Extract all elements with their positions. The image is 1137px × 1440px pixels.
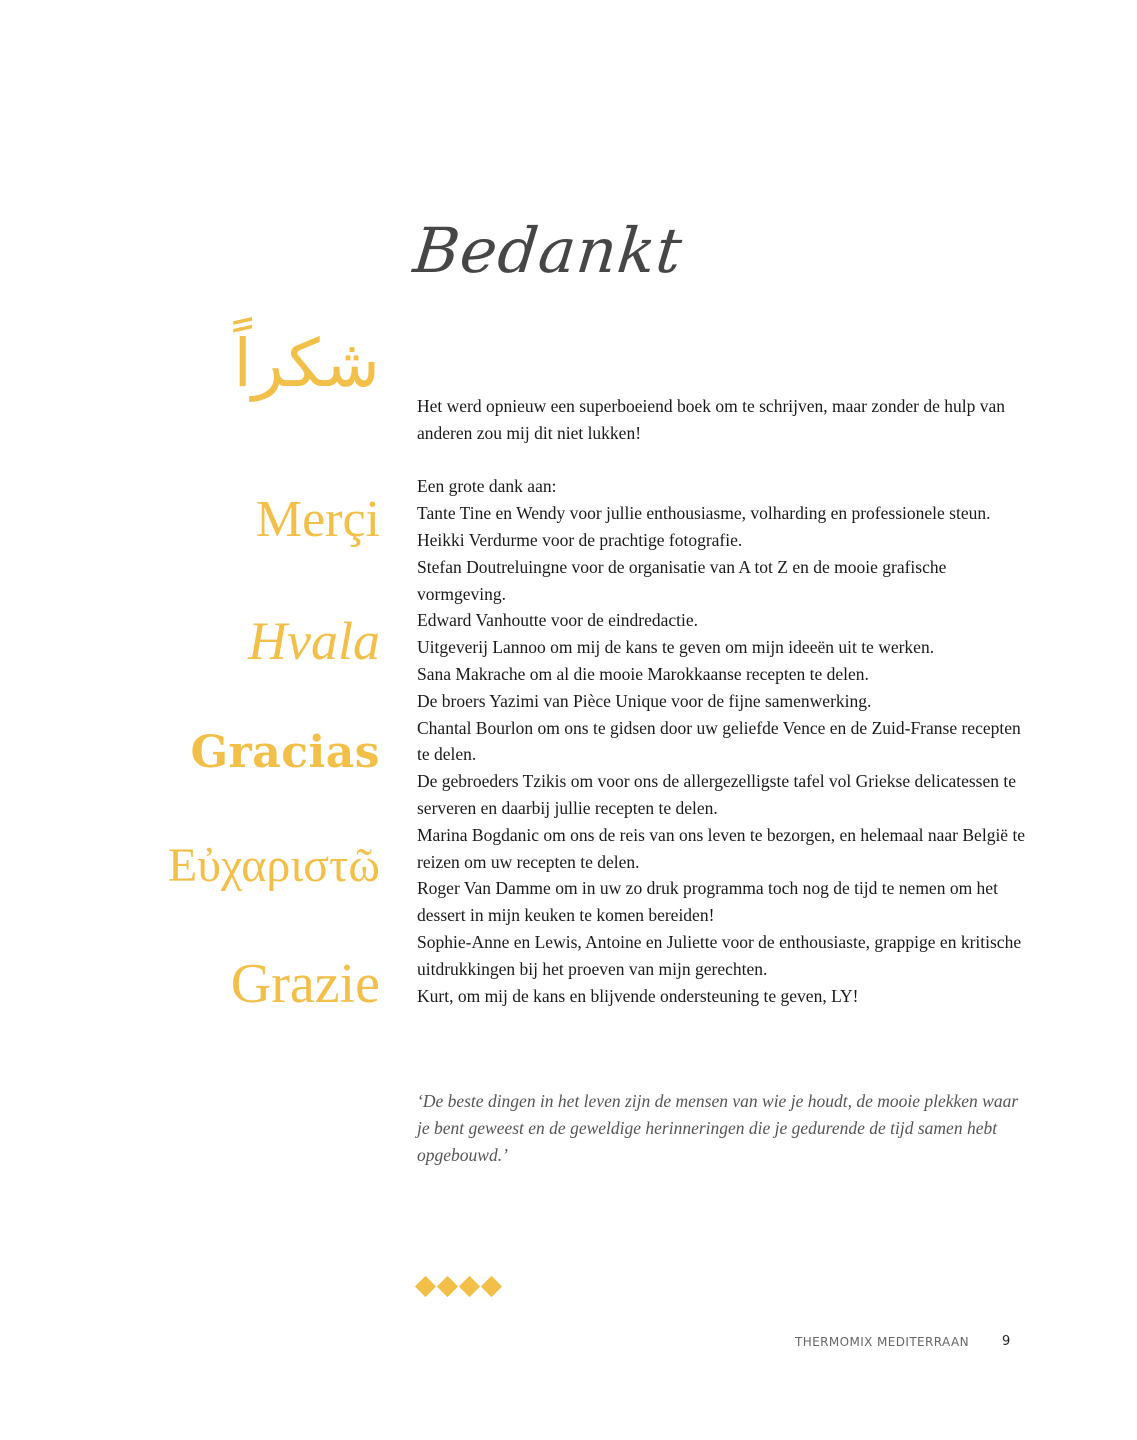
paragraph-gap	[417, 447, 1027, 474]
thanks-italian: Grazie	[230, 953, 380, 1015]
acknowledgement-item: De gebroeders Tzikis om voor ons de allergezelligste tafel vol Griekse delicatessen te serveren en daarbij jullie recepten te delen.	[417, 771, 1017, 818]
closing-quote: ‘De beste dingen in het leven zijn de mensen van wie je houdt, de mooie plekken waar je bent geweest en de geweldige herinneringen die je gedurende de tijd samen hebt opgebouwd.’	[417, 1091, 1019, 1165]
thanks-croatian: Hvala	[248, 611, 380, 671]
acknowledgement-item: Kurt, om mij de kans en blijvende ondersteuning te geven, LY!	[417, 985, 859, 1006]
diamond-icon	[437, 1276, 458, 1297]
acknowledgement-item: De broers Yazimi van Pièce Unique voor de fijne samenwerking.	[417, 690, 872, 711]
acknowledgement-item: Marina Bogdanic om ons de reis van ons leven te bezorgen, en helemaal naar België te reizen om uw recepten te delen.	[417, 824, 1026, 872]
acknowledgement-item: Stefan Doutreluingne voor de organisatie van A tot Z en de mooie grafische vormgeving.	[417, 556, 947, 604]
diamond-icon	[481, 1276, 502, 1297]
thanks-spanish: Gracias	[190, 727, 380, 778]
acknowledgement-item: Tante Tine en Wendy voor jullie enthousiasme, volharding en professionele steun.	[417, 503, 991, 524]
acknowledgement-item: Roger Van Damme om in uw zo druk programma toch nog de tijd te nemen om het dessert in mijn keuken te komen bereiden!	[417, 878, 998, 926]
acknowledgements-body	[417, 393, 1027, 1009]
diamond-icon	[415, 1276, 436, 1297]
thanks-greek: Εὐχαριστῶ	[167, 839, 380, 892]
intro-paragraph: Het werd opnieuw een superboeiend boek om te schrijven, maar zonder de hulp van anderen zou mij dit niet lukken!	[417, 396, 1005, 443]
acknowledgement-item: Uitgeverij Lannoo om mij de kans te geven om mijn ideeën uit te werken.	[417, 637, 935, 658]
diamond-icon	[459, 1276, 480, 1297]
acknowledgement-item: Heikki Verdurme voor de prachtige fotografie.	[417, 529, 743, 550]
acknowledgement-item: Sana Makrache om al die mooie Marokkaanse recepten te delen.	[417, 663, 869, 684]
page-title: Bedankt	[410, 214, 687, 287]
running-footer-title: THERMOMIX MEDITERRAAN	[795, 1335, 969, 1349]
lead-line: Een grote dank aan:	[417, 476, 557, 497]
acknowledgement-item: Edward Vanhoutte voor de eindredactie.	[417, 610, 699, 631]
diamond-ornament	[418, 1279, 506, 1294]
thanks-french: Merçi	[255, 491, 380, 548]
acknowledgement-item: Sophie-Anne en Lewis, Antoine en Juliette voor de enthousiaste, grappige en kritische uitdrukkingen bij het proeven van mijn gerechten.	[417, 931, 1022, 979]
page-number: 9	[1002, 1334, 1011, 1349]
thanks-arabic: شكراً	[233, 325, 380, 402]
acknowledgement-item: Chantal Bourlon om ons te gidsen door uw geliefde Vence en de Zuid-Franse recepten te delen.	[417, 717, 1021, 765]
